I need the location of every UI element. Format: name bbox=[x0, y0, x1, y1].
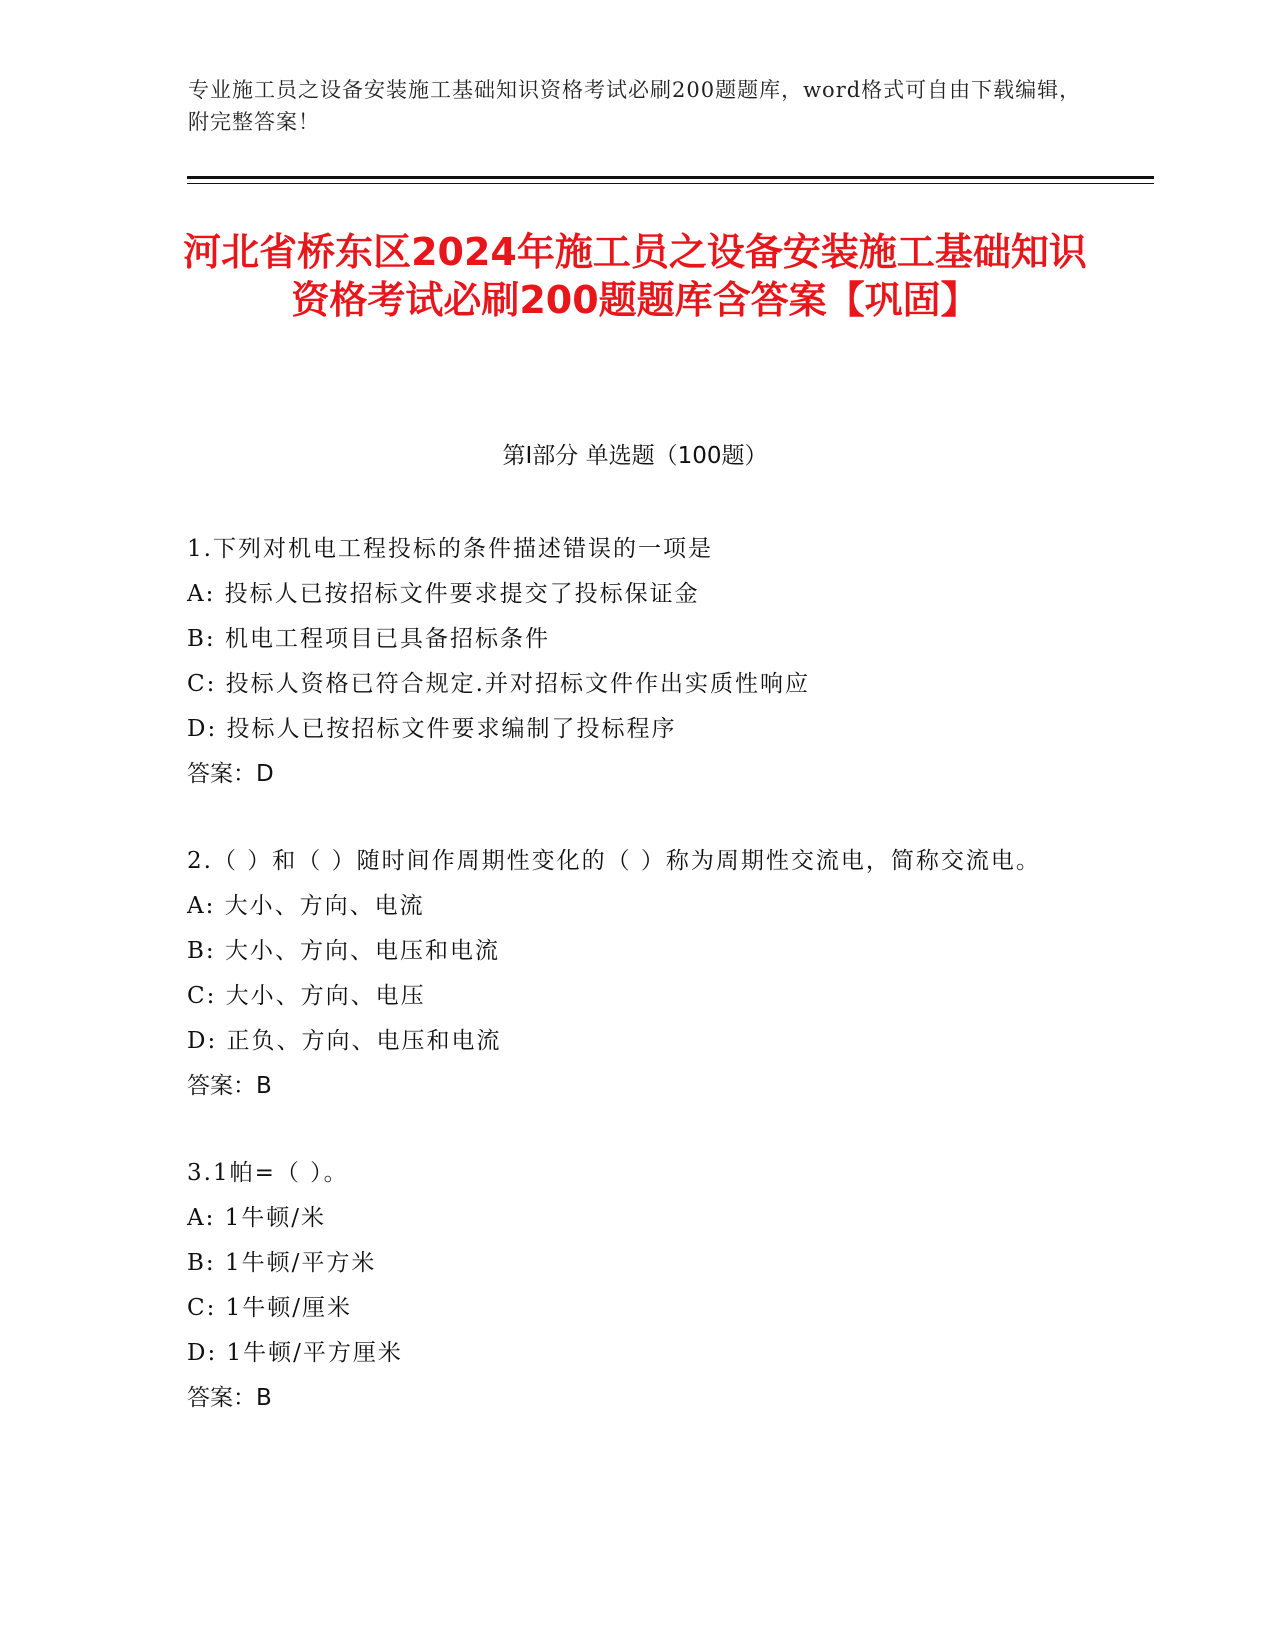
option-b: B: 1牛顿/平方米 bbox=[187, 1250, 377, 1276]
option-b: B: 机电工程项目已具备招标条件 bbox=[187, 626, 550, 652]
header-note: 专业施工员之设备安装施工基础知识资格考试必刷200题题库，word格式可自由下载编辑，附完整答案！ bbox=[188, 78, 1082, 134]
document-title: 河北省桥东区2024年施工员之设备安装施工基础知识资格考试必刷200题题库含答案【巩固】 bbox=[183, 230, 1087, 322]
question-stem: 3.1帕=（ ）。 bbox=[187, 1160, 349, 1186]
answer: 答案：B bbox=[187, 1385, 272, 1411]
option-d: D: 正负、方向、电压和电流 bbox=[187, 1028, 502, 1054]
option-a: A: 大小、方向、电流 bbox=[187, 893, 425, 919]
question-2 bbox=[187, 839, 1087, 1109]
header-rule-thin bbox=[187, 183, 1154, 184]
option-c: C: 大小、方向、电压 bbox=[187, 983, 426, 1009]
answer: 答案：B bbox=[187, 1073, 272, 1099]
option-d: D: 1牛顿/平方厘米 bbox=[187, 1340, 403, 1366]
option-c: C: 投标人资格已符合规定.并对招标文件作出实质性响应 bbox=[187, 671, 810, 697]
section-heading: 第I部分 单选题（100题） bbox=[502, 443, 768, 469]
question-stem: 2.（ ）和（ ）随时间作周期性变化的（ ）称为周期性交流电，简称交流电。 bbox=[187, 848, 1041, 874]
question-list bbox=[187, 527, 1087, 1463]
question-stem: 1.下列对机电工程投标的条件描述错误的一项是 bbox=[187, 536, 713, 562]
option-a: A: 1牛顿/米 bbox=[187, 1205, 327, 1231]
header-rule-thick bbox=[187, 176, 1154, 179]
answer: 答案：D bbox=[187, 761, 274, 787]
option-b: B: 大小、方向、电压和电流 bbox=[187, 938, 500, 964]
option-c: C: 1牛顿/厘米 bbox=[187, 1295, 353, 1321]
question-3 bbox=[187, 1151, 1087, 1421]
option-d: D: 投标人已按招标文件要求编制了投标程序 bbox=[187, 716, 677, 742]
question-1 bbox=[187, 527, 1087, 797]
option-a: A: 投标人已按招标文件要求提交了投标保证金 bbox=[187, 581, 700, 607]
